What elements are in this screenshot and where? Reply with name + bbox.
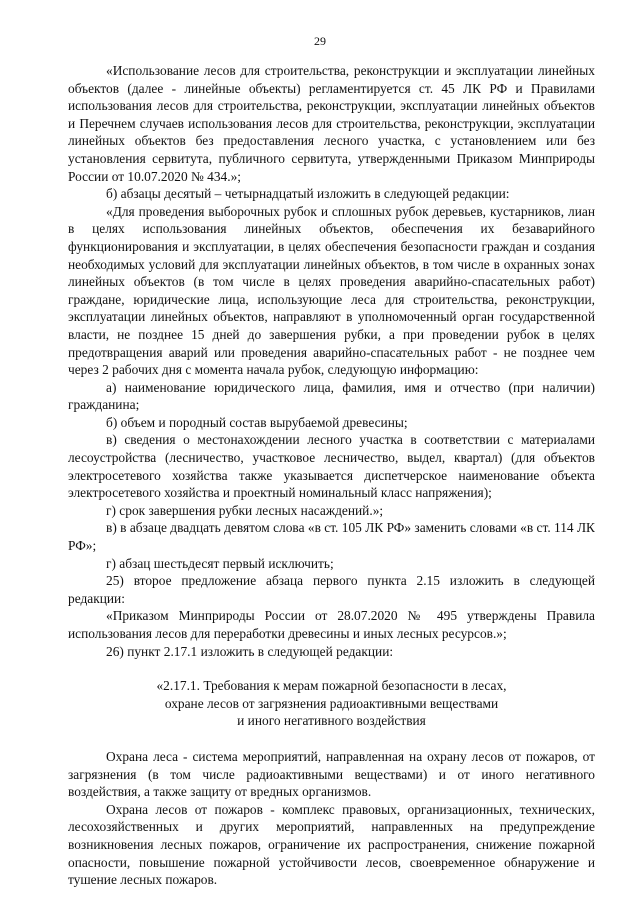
paragraph: 26) пункт 2.17.1 изложить в следующей редакции: bbox=[106, 643, 394, 659]
heading-line: «2.17.1. Требования к мерам пожарной безопасности в лесах, bbox=[156, 678, 507, 694]
paragraph: 25) второе предложение абзаца первого пункта 2.15 изложить в следующей редакции: bbox=[68, 573, 595, 606]
heading-line: и иного негативного воздействия bbox=[237, 713, 426, 729]
section-heading bbox=[68, 677, 595, 730]
paragraph: «Использование лесов для строительства, реконструкции и эксплуатации линейных объектов (далее - линейные объекты) регламентируется ст. 45 ЛК РФ и Правилами использования лесов для строительства, реконструкции, эксплуатации линейных объектов и Перечнем случаев использования лесов для строительства, реконструкции, эксплуатации линейных объектов без предоставления лесного участка, с установлением или без установления сервитута, публичного сервитута, утвержденными Приказом Минприроды России от 10.07.2020 № 434.»; bbox=[68, 63, 595, 184]
paragraph: б) абзацы десятый – четырнадцатый изложить в следующей редакции: bbox=[106, 186, 510, 202]
paragraph: в) сведения о местонахождении лесного участка в соответствии с материалами лесоустройства (лесничество, участковое лесничество, выдел, квартал) (для объектов электросетевого хозяйства также указывается диспетчерское наименование объекта электросетевого хозяйства и проектный номинальный класс напряжения); bbox=[68, 432, 595, 501]
paragraph: в) в абзаце двадцать девятом слова «в ст. 105 ЛК РФ» заменить словами «в ст. 114 ЛК РФ»; bbox=[68, 520, 595, 554]
paragraph: г) абзац шестьдесят первый исключить; bbox=[106, 555, 334, 571]
paragraph: а) наименование юридического лица, фамилия, имя и отчество (при наличии) гражданина; bbox=[68, 379, 595, 413]
document-body bbox=[68, 62, 595, 889]
page-number: 29 bbox=[314, 34, 326, 48]
paragraph: Охрана лесов от пожаров - комплекс правовых, организационных, технических, лесохозяйственных и других мероприятий, направленных на предупреждение возникновения лесных пожаров, ограничение их распространения, снижение пожарной опасности, повышение пожарной устойчивости лесов, своевременное обнаружение и тушение лесных пожаров. bbox=[68, 801, 595, 888]
paragraph: г) срок завершения рубки лесных насаждений.»; bbox=[106, 502, 384, 518]
paragraph: б) объем и породный состав вырубаемой древесины; bbox=[106, 414, 408, 430]
paragraph: «Приказом Минприроды России от 28.07.2020 № 495 утверждены Правила использования лесов для переработки древесины и иных лесных ресурсов.»; bbox=[68, 608, 595, 641]
heading-line: охране лесов от загрязнения радиоактивными веществами bbox=[164, 695, 499, 711]
paragraph: «Для проведения выборочных рубок и сплошных рубок деревьев, кустарников, лиан в целях использования линейных объектов, обеспечения их безаварийного функционирования и эксплуатации, в целях обеспечения безопасности граждан и создания необходимых условий для эксплуатации линейных объектов, в том числе в охранных зонах линейных объектов (в том числе в целях проведения аварийно-спасательных работ) граждане, юридические лица, использующие леса для строительства, реконструкции, эксплуатации линейных объектов, направляют в уполномоченный орган государственной власти, не позднее 15 дней до завершения рубки, а при проведении рубок в целях предотвращения аварий или проведения аварийно-спасательных работ - не позднее чем через 2 рабочих дня с момента начала рубок, следующую информацию: bbox=[68, 203, 595, 378]
paragraph: Охрана леса - система мероприятий, направленная на охрану лесов от пожаров, от загрязнения (в том числе радиоактивными веществами) и от иного негативного воздействия, а также защиту от вредных организмов. bbox=[68, 748, 595, 800]
